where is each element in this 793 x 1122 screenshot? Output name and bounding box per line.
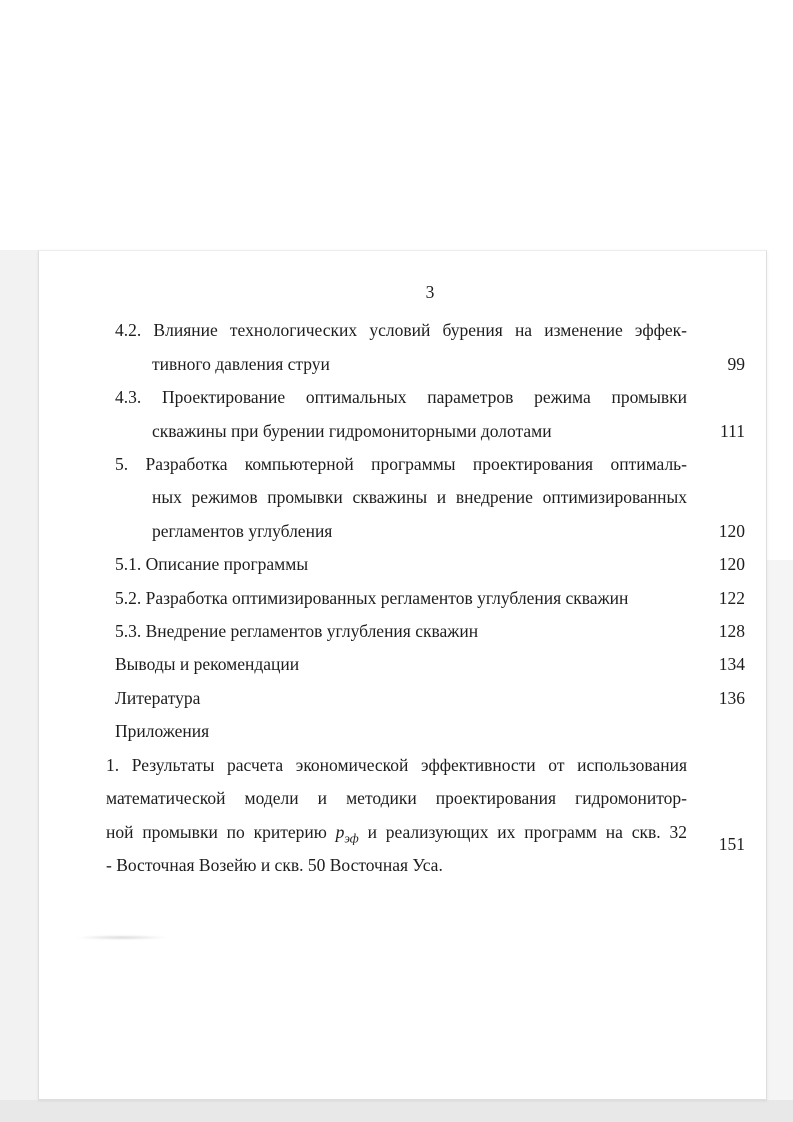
toc-entry (115, 582, 745, 615)
toc-line: тивного давления струи (152, 353, 330, 374)
toc-line: 4.2. Влияние технологических условий бурения на изменение эффек- (115, 320, 687, 341)
toc-entry (115, 448, 745, 548)
toc-entry (115, 682, 745, 715)
toc-page-number: 120 (718, 554, 745, 575)
appendix-paragraph (106, 749, 745, 883)
toc-line: 4.3. Проектирование оптимальных параметров режима промывки (115, 387, 687, 408)
toc-page-number: 99 (727, 353, 745, 374)
toc-line: 5.3. Внедрение регламентов углубления скважин (115, 621, 479, 642)
toc-entry (115, 314, 745, 381)
appendix-line: ной промывки по критерию $p_{эф}$ и реализующих их программ на скв. 32 (106, 821, 688, 845)
toc-entry (115, 615, 745, 648)
toc-page-number: 128 (718, 621, 745, 642)
toc-entry-text (115, 715, 687, 748)
toc-line: Литература (115, 687, 201, 708)
toc-entry-text (115, 582, 687, 615)
toc-entry (115, 548, 745, 581)
toc-line: 5.2. Разработка оптимизированных регламентов углубления скважин (115, 587, 629, 608)
toc-entry-text (115, 548, 687, 581)
formula-variable: $p_{эф}$ (335, 821, 359, 845)
toc-page-number: 134 (718, 654, 745, 675)
toc-entry (115, 715, 745, 748)
toc-entry-text (115, 448, 687, 548)
appendix-page-number: 151 (718, 833, 745, 854)
toc-entry (115, 648, 745, 681)
toc-line: регламентов углубления (152, 520, 333, 541)
toc-line: 5.1. Описание программы (115, 554, 309, 575)
scan-artifact (76, 935, 168, 940)
toc-entry (115, 381, 745, 448)
table-of-contents (115, 314, 745, 748)
toc-entry-text (115, 615, 687, 648)
page-number: 3 (425, 282, 435, 302)
toc-line: Выводы и рекомендации (115, 654, 300, 675)
formula-subscript: эф (344, 831, 359, 845)
scan-margin-left (0, 250, 38, 1102)
toc-line: скважины при бурении гидромониторными долотами (152, 420, 552, 441)
toc-entry-text (115, 682, 687, 715)
appendix-line: 1. Результаты расчета экономической эффективности от использования (106, 754, 687, 775)
toc-line: Приложения (115, 721, 210, 742)
appendix-line: математической модели и методики проектирования гидромонитор- (106, 788, 687, 809)
toc-page-number: 136 (718, 687, 745, 708)
scan-margin-bottom (0, 1100, 793, 1122)
toc-entry-text (115, 314, 687, 381)
toc-entry-text (115, 381, 687, 448)
page-content (106, 276, 745, 882)
toc-page-number: 122 (718, 587, 745, 608)
toc-page-number: 120 (718, 520, 745, 541)
toc-line: ных режимов промывки скважины и внедрение оптимизированных (152, 487, 687, 508)
appendix-line: - Восточная Возейю и скв. 50 Восточная Уса. (106, 854, 443, 875)
scan-margin-right (767, 560, 793, 1102)
toc-line: 5. Разработка компьютерной программы проектирования оптималь- (115, 454, 687, 475)
toc-entry-text (115, 648, 687, 681)
toc-page-number: 111 (720, 420, 745, 441)
